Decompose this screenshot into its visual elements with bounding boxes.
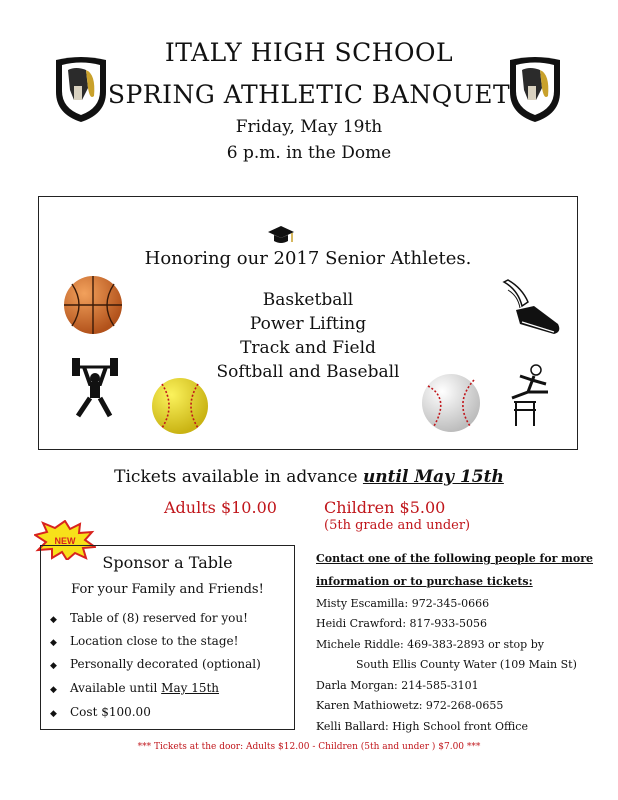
sponsor-available-date: May 15th (161, 681, 220, 695)
sponsor-item-text: Cost $100.00 (70, 705, 151, 719)
sponsor-item-text: Location close to the stage! (70, 634, 239, 648)
contact-person: Karen Mathiowetz: 972-268-0655 (316, 699, 504, 712)
contact-person: Darla Morgan: 214-585-3101 (316, 679, 479, 692)
baseball-icon (420, 372, 482, 434)
sport-item: Basketball (262, 290, 354, 310)
new-badge-text: NEW (54, 536, 76, 546)
contact-person: Misty Escamilla: 972-345-0666 (316, 597, 490, 610)
softball-icon (150, 376, 210, 436)
child-price-note: (5th grade and under) (324, 518, 471, 533)
sponsor-subtitle: For your Family and Friends! (71, 582, 264, 597)
tickets-advance-line (0, 467, 618, 487)
sponsor-item: ◆ Table of (8) reserved for you! (50, 611, 248, 625)
graduation-cap-icon (266, 224, 296, 248)
tickets-lead: Tickets available in advance (114, 467, 363, 487)
adult-price: Adults $10.00 (164, 498, 277, 517)
title-line-2: SPRING ATHLETIC BANQUET (107, 80, 511, 109)
sponsor-item-text: Personally decorated (optional) (70, 657, 261, 671)
title-line-1: ITALY HIGH SCHOOL (164, 38, 454, 67)
event-date: Friday, May 19th (235, 117, 383, 137)
sponsor-title: Sponsor a Table (102, 553, 233, 572)
sponsor-item-text: Table of (8) reserved for you! (70, 611, 248, 625)
contact-person: Kelli Ballard: High School front Office (316, 720, 528, 733)
contact-person-note: South Ellis County Water (109 Main St) (356, 658, 577, 671)
sport-item: Power Lifting (249, 314, 367, 334)
sponsor-item: ◆ Location close to the stage! (50, 634, 239, 648)
contact-person: Michele Riddle: 469-383-2893 or stop by (316, 638, 544, 651)
event-time-place: 6 p.m. in the Dome (226, 143, 392, 163)
sport-item: Track and Field (240, 338, 376, 358)
sponsor-item: ◆ Personally decorated (optional) (50, 657, 261, 671)
sport-item: Softball and Baseball (216, 362, 400, 382)
hurdler-icon (500, 362, 562, 432)
contact-person: Heidi Crawford: 817-933-5056 (316, 617, 487, 630)
winged-shoe-icon (500, 276, 564, 340)
weightlifter-icon (70, 354, 120, 424)
basketball-icon (62, 274, 124, 336)
honoring-headline: Honoring our 2017 Senior Athletes. (144, 248, 472, 269)
contact-heading-1: Contact one of the following people for more (316, 552, 593, 565)
sponsor-item: ◆ Available until May 15th (50, 681, 220, 695)
sponsor-item: ◆ Cost $100.00 (50, 705, 151, 719)
sponsor-item-text: Available until (70, 681, 162, 695)
door-price-note: *** Tickets at the door: Adults $12.00 - Children (5th and under ) $7.00 *** (137, 742, 481, 752)
tickets-deadline: until May 15th (362, 467, 504, 487)
contact-heading-2: information or to purchase tickets: (316, 575, 533, 588)
child-price: Children $5.00 (324, 498, 446, 517)
